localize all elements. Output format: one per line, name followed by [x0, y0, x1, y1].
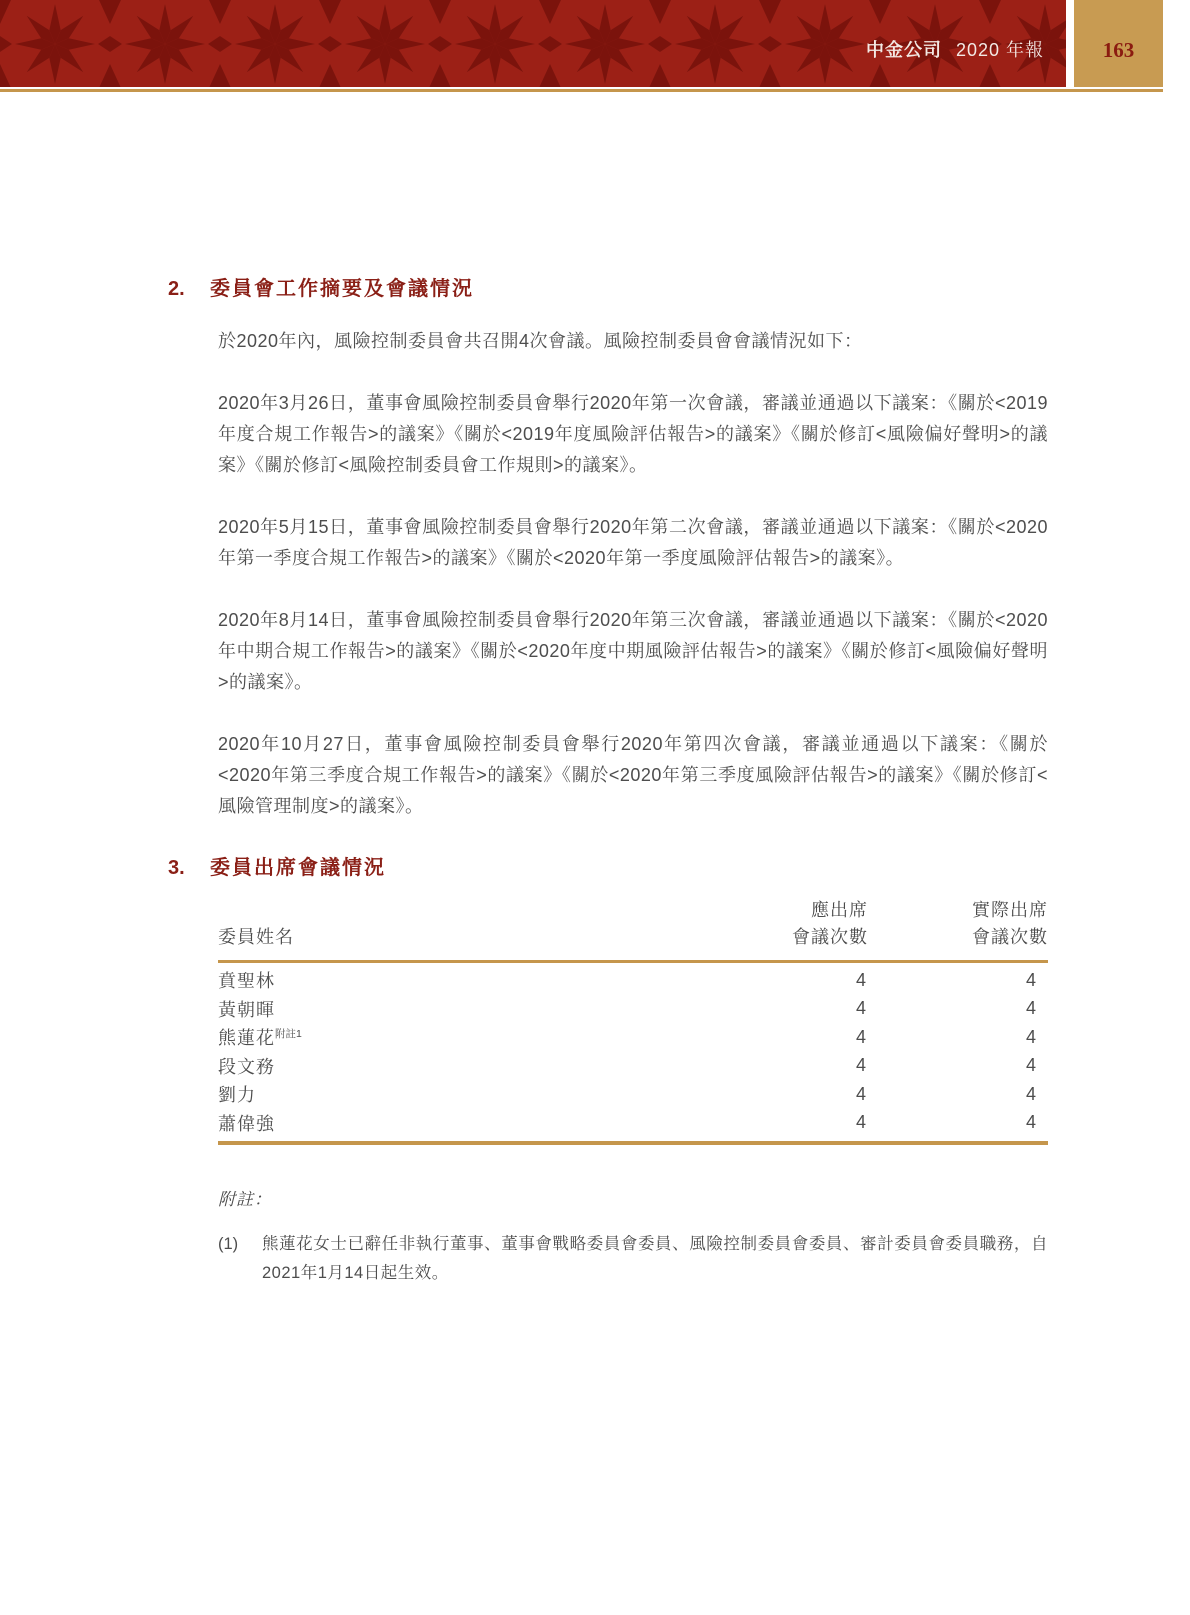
section-attendance: [168, 853, 1048, 1288]
table-row: [218, 966, 1048, 995]
required-count: 4: [855, 1112, 866, 1133]
page-number-box: [1074, 0, 1163, 87]
header-title: [0, 0, 1066, 87]
attendance-table-body: [218, 963, 1048, 1145]
column-header-member-name: 委員姓名: [218, 927, 294, 947]
column-header-actual-meetings: 實際出席 會議次數: [972, 900, 1048, 947]
footnote-item: [218, 1230, 1048, 1288]
attendance-table-header: [218, 897, 1048, 963]
member-name: 賁聖林: [218, 971, 275, 992]
required-count: 4: [855, 998, 866, 1019]
header-band: [0, 0, 1066, 87]
section-committee-work-summary: [168, 274, 1048, 822]
company-name: 中金公司: [865, 39, 942, 60]
required-count: 4: [855, 969, 866, 990]
attended-count: 4: [1025, 1112, 1036, 1133]
paragraph-third-meeting: 2020年8月14日，董事會風險控制委員會舉行2020年第三次會議，審議並通過以下議案：《關於<2020年中期合規工作報告>的議案》《關於<2020年度中期風險評估報告>的議案》《關於修訂<風險偏好聲明>的議案》。: [218, 610, 1048, 692]
required-count: 4: [855, 1055, 866, 1076]
attended-count: 4: [1025, 1026, 1036, 1047]
paragraph-first-meeting: 2020年3月26日，董事會風險控制委員會舉行2020年第一次會議，審議並通過以下議案：《關於<2019年度合規工作報告>的議案》《關於<2019年度風險評估報告>的議案》《關於修訂<風險偏好聲明>的議案》《關於修訂<風險控制委員會工作規則>的議案》。: [218, 393, 1048, 475]
paragraph-second-meeting: 2020年5月15日，董事會風險控制委員會舉行2020年第二次會議，審議並通過以下議案：《關於<2020年第一季度合規工作報告>的議案》《關於<2020年第一季度風險評估報告>的議案》。: [218, 517, 1048, 568]
member-name: 黃朝暉: [218, 999, 275, 1020]
page-content: [168, 274, 1048, 1288]
footnote-number: (1): [218, 1235, 239, 1253]
attended-count: 4: [1025, 1083, 1036, 1104]
member-name: 熊蓮花: [218, 1028, 275, 1049]
section-2-title: 委員會工作摘要及會議情況: [210, 278, 474, 300]
table-row: [218, 1080, 1048, 1109]
paragraph-fourth-meeting: 2020年10月27日，董事會風險控制委員會舉行2020年第四次會議，審議並通過以下議案：《關於<2020年第三季度合規工作報告>的議案》《關於<2020年第三季度風險評估報告>的議案》《關於修訂<風險管理制度>的議案》。: [218, 734, 1048, 816]
footnote-text: 熊蓮花女士已辭任非執行董事、董事會戰略委員會委員、風險控制委員會委員、審計委員會委員職務，自2021年1月14日起生效。: [262, 1235, 1048, 1282]
paragraph-meetings-overview: 於2020年內，風險控制委員會共召開4次會議。風險控制委員會會議情況如下：: [218, 331, 863, 351]
report-year-label: 2020 年報: [955, 39, 1044, 60]
section-2-heading: [168, 274, 1048, 304]
member-note-ref: 附註1: [275, 1028, 302, 1041]
required-count: 4: [855, 1026, 866, 1047]
attended-count: 4: [1025, 998, 1036, 1019]
member-name: 蕭偉強: [218, 1113, 275, 1134]
section-3-number: 3.: [168, 857, 185, 879]
table-row: [218, 1052, 1048, 1081]
attendance-table: [218, 897, 1048, 1145]
column-header-required-meetings: 應出席 會議次數: [792, 900, 868, 947]
attended-count: 4: [1025, 969, 1036, 990]
attended-count: 4: [1025, 1055, 1036, 1076]
table-row: [218, 995, 1048, 1024]
table-row: [218, 1109, 1048, 1138]
required-count: 4: [855, 1083, 866, 1104]
header-divider: [0, 89, 1163, 92]
section-3-title: 委員出席會議情況: [210, 857, 386, 879]
table-row: [218, 1023, 1048, 1052]
footnotes: [218, 1185, 1048, 1288]
page-number: 163: [1102, 38, 1135, 62]
member-name: 段文務: [218, 1056, 275, 1077]
footnotes-label: 附註：: [218, 1190, 272, 1209]
section-3-heading: [168, 853, 1048, 883]
section-2-number: 2.: [168, 278, 185, 300]
member-name: 劉力: [218, 1085, 256, 1106]
